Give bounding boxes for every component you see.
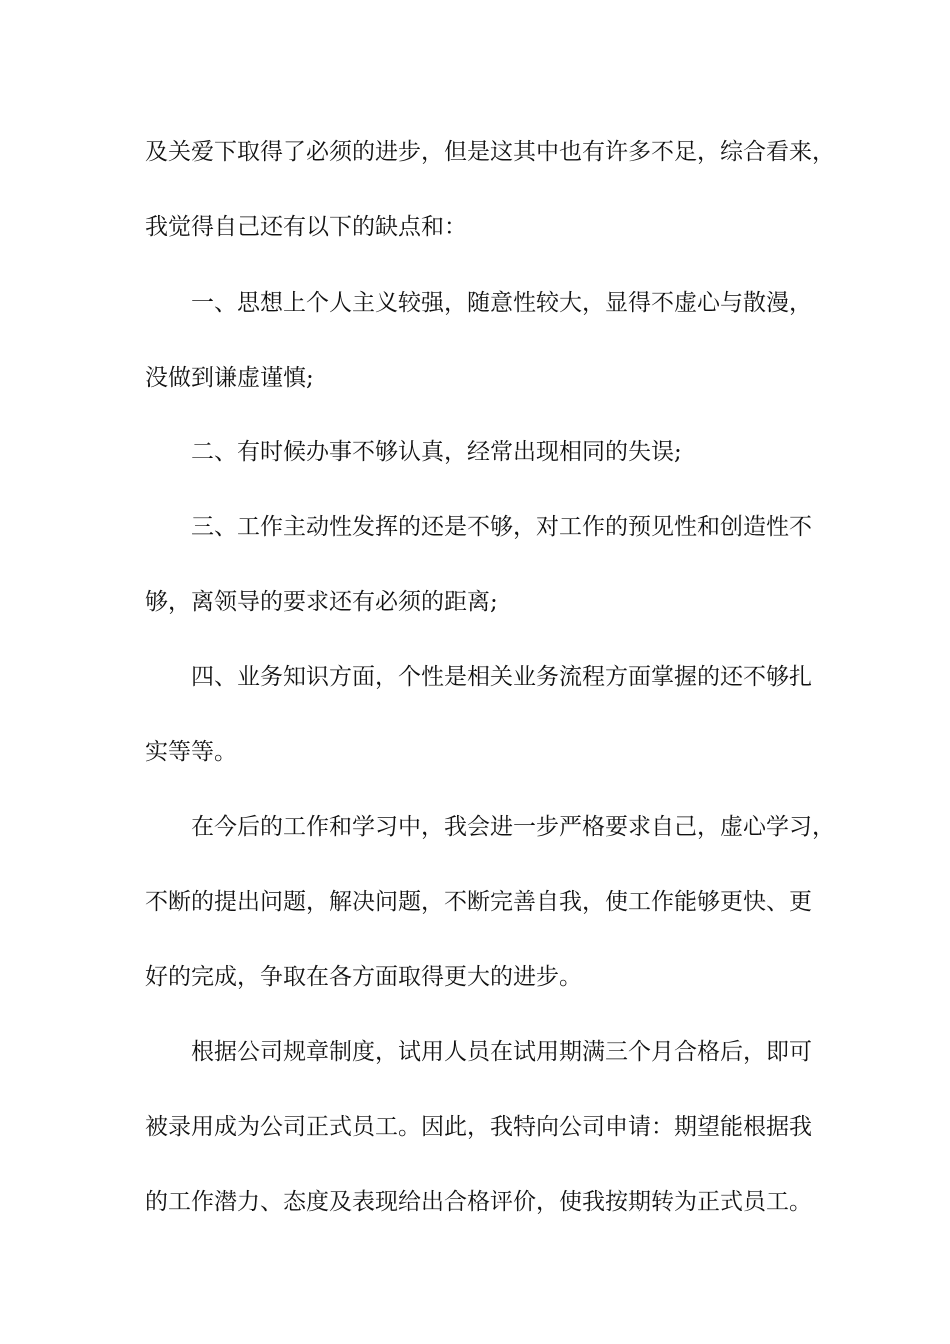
text-line: 四、业务知识方面，个性是相关业务流程方面掌握的还不够扎 — [191, 664, 812, 690]
text-line: 二、有时候办事不够认真，经常出现相同的失误; — [191, 439, 682, 465]
text-line: 好的完成，争取在各方面取得更大的进步。 — [145, 964, 582, 990]
text-line: 够，离领导的要求还有必须的距离; — [145, 589, 498, 615]
text-line: 我觉得自己还有以下的缺点和： — [145, 214, 467, 240]
text-line: 被录用成为公司正式员工。因此，我特向公司申请：期望能根据我 — [145, 1114, 812, 1140]
text-line: 的工作潜力、态度及表现给出合格评价，使我按期转为正式员工。 — [145, 1189, 812, 1215]
text-line: 实等等。 — [145, 739, 237, 765]
text-line: 在今后的工作和学习中，我会进一步严格要求自己，虚心学习， — [191, 814, 835, 840]
text-line: 三、工作主动性发挥的还是不够，对工作的预见性和创造性不 — [191, 514, 812, 540]
text-line: 及关爱下取得了必须的进步，但是这其中也有许多不足，综合看来， — [145, 139, 835, 165]
text-line: 没做到谦虚谨慎; — [145, 365, 314, 391]
text-line: 根据公司规章制度，试用人员在试用期满三个月合格后，即可 — [191, 1039, 812, 1065]
text-line: 不断的提出问题，解决问题，不断完善自我，使工作能够更快、更 — [145, 889, 812, 915]
text-line: 一、思想上个人主义较强，随意性较大，显得不虚心与散漫， — [191, 290, 812, 316]
